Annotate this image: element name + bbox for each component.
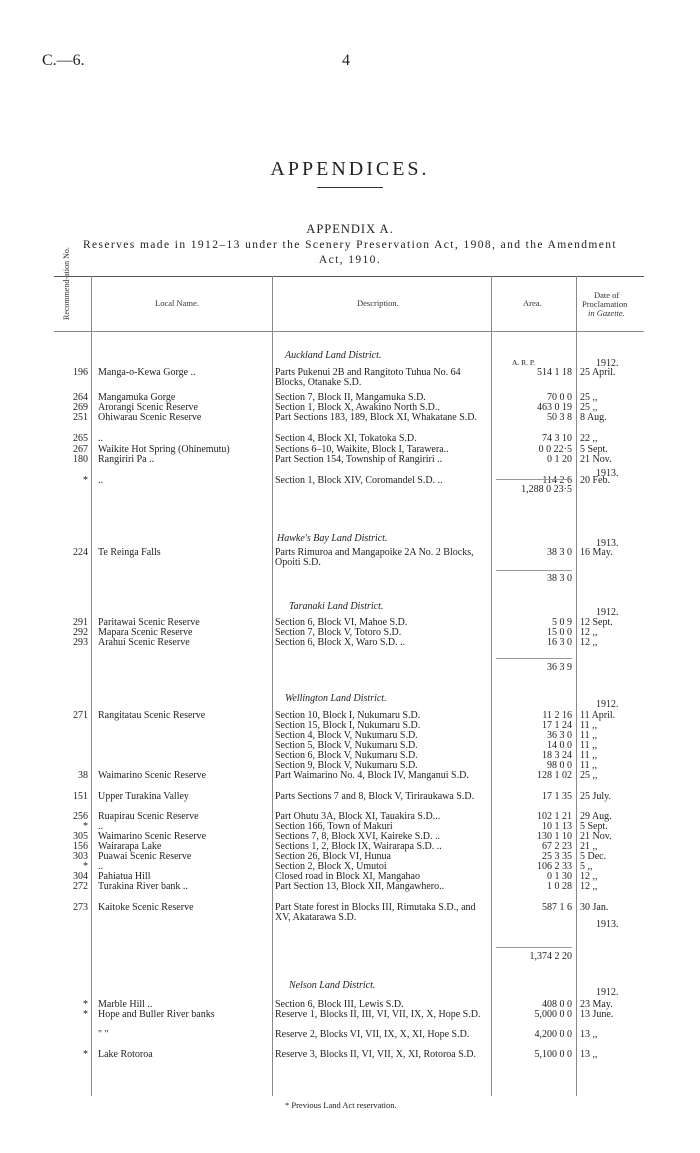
area-value: 408 0 0: [542, 999, 572, 1010]
area-value: 50 3 8: [547, 412, 572, 423]
proclamation-date: 30 Jan.: [580, 902, 609, 913]
col-header-rec: Recommend-ation No.: [62, 247, 71, 320]
area-value: 5,000 0 0: [534, 1009, 572, 1020]
proclamation-date: 5 Dec.: [580, 851, 607, 862]
appendix-heading: APPENDIX A.: [306, 222, 394, 236]
col-header-area: Area.: [523, 298, 542, 308]
local-name: [98, 731, 248, 741]
local-name: Upper Turakina Valley: [98, 792, 189, 802]
description: Section 9, Block V, Nukumaru S.D.: [275, 760, 418, 771]
col-divider-4: [576, 276, 577, 1096]
proclamation-date: 11 ,,: [580, 720, 598, 731]
description: Section 2, Block X, Umutoi: [275, 861, 387, 872]
local-name: ..: [98, 434, 103, 444]
district-wellington: Wellington Land District.: [285, 693, 387, 704]
page-title: APPENDICES.: [270, 158, 430, 180]
proclamation-date: 25 July.: [580, 791, 612, 802]
local-name: Puawai Scenic Reserve: [98, 852, 192, 862]
local-name: Waimarino Scenic Reserve: [98, 832, 207, 842]
area-value: 74 3 10: [542, 433, 572, 444]
proclamation-date: 13 ,,: [580, 1029, 598, 1040]
proclamation-date: 20 Feb.: [580, 475, 610, 486]
recommendation-number: *: [83, 821, 88, 832]
area-value: 5 0 9: [552, 617, 572, 628]
description: Parts Rimuroa and Mangapoike 2A No. 2 Blocks, Opoiti S.D.: [275, 547, 474, 568]
proclamation-date: 13 June.: [580, 1009, 614, 1020]
description: Section 6, Block III, Lewis S.D.: [275, 999, 404, 1010]
recommendation-number: [54, 751, 88, 761]
recommendation-number: 224: [73, 547, 88, 558]
year-label: 1913.: [596, 919, 619, 930]
local-name: Arorangi Scenic Reserve: [98, 403, 198, 413]
description: Section 15, Block I, Nukumaru S.D.: [275, 720, 421, 731]
area-value: 17 1 35: [542, 791, 572, 802]
local-name: ..: [98, 476, 103, 486]
recommendation-number: 156: [73, 841, 88, 852]
proclamation-date: 21 ,,: [580, 841, 598, 852]
proclamation-date: 23 May.: [580, 999, 613, 1010]
recommendation-number: *: [83, 999, 88, 1010]
total-hawkes-bay: 38 3 0: [547, 573, 572, 584]
local-name: ..: [98, 822, 103, 832]
local-name: Te Reinga Falls: [98, 548, 161, 558]
area-value: 67 2 23: [542, 841, 572, 852]
recommendation-number: 293: [73, 637, 88, 648]
local-name: [98, 761, 248, 771]
local-name: Kaitoke Scenic Reserve: [98, 903, 194, 913]
col-divider-2: [272, 276, 273, 1096]
proclamation-date: 22 ,,: [580, 433, 598, 444]
area-value: 10 1 13: [542, 821, 572, 832]
description: Section 7, Block II, Mangamuka S.D.: [275, 392, 426, 403]
recommendation-number: [54, 1030, 88, 1040]
description: Section 7, Block V, Totoro S.D.: [275, 627, 402, 638]
local-name: Waimarino Scenic Reserve: [98, 771, 207, 781]
proclamation-date: 11 April.: [580, 710, 616, 721]
recommendation-number: [54, 741, 88, 751]
area-value: 102 1 21: [537, 811, 572, 822]
proclamation-date: 11 ,,: [580, 750, 598, 761]
proclamation-date: 11 ,,: [580, 740, 598, 751]
proclamation-date: 11 ,,: [580, 760, 598, 771]
local-name: Hope and Buller River banks: [98, 1010, 215, 1020]
description: Part Section 154, Township of Rangiriri ..: [275, 454, 443, 465]
recommendation-number: 269: [73, 402, 88, 413]
description: Section 6, Block V, Nukumaru S.D.: [275, 750, 418, 761]
total-wellington: 1,374 2 20: [529, 951, 572, 962]
proclamation-date: 25 ,,: [580, 770, 598, 781]
year-label: 1912.: [596, 699, 619, 710]
proclamation-date: 12 ,,: [580, 881, 598, 892]
description: Sections 6–10, Waikite, Block I, Tarawera..: [275, 444, 449, 455]
area-value: 130 1 10: [537, 831, 572, 842]
col-divider-1: [91, 276, 92, 1096]
recommendation-number: 304: [73, 871, 88, 882]
description: Section 26, Block VI, Hunua: [275, 851, 391, 862]
description: Section 4, Block XI, Tokatoka S.D.: [275, 433, 417, 444]
area-value: 514 1 18: [537, 367, 572, 378]
area-value: 15 0 0: [547, 627, 572, 638]
description: Parts Sections 7 and 8, Block V, Tiriraukawa S.D.: [275, 791, 475, 802]
proclamation-date: 13 ,,: [580, 1049, 598, 1060]
area-value: 18 3 24: [542, 750, 572, 761]
description: Part Section 13, Block XII, Mangawhero..: [275, 881, 445, 892]
district-hawkes-bay: Hawke's Bay Land District.: [277, 533, 388, 544]
area-value: 1 0 28: [547, 881, 572, 892]
footnote: * Previous Land Act reservation.: [285, 1100, 397, 1110]
total-rule: [496, 947, 572, 948]
area-value: 70 0 0: [547, 392, 572, 403]
col-header-date3: in Gazette.: [588, 308, 625, 318]
description: Section 5, Block V, Nukumaru S.D.: [275, 740, 418, 751]
recommendation-number: 273: [73, 902, 88, 913]
year-label: 1913.: [596, 538, 619, 549]
proclamation-date: 12 ,,: [580, 871, 598, 882]
local-name: Ohiwarau Scenic Reserve: [98, 413, 202, 423]
recommendation-number: 292: [73, 627, 88, 638]
local-name: Turakina River bank ..: [98, 882, 188, 892]
proclamation-date: 5 ,,: [580, 861, 593, 872]
document-reference: C.—6.: [42, 52, 85, 69]
description: Reserve 1, Blocks II, III, VI, VII, IX, X, Hope S.D.: [275, 1009, 481, 1020]
total-rule: [496, 658, 572, 659]
proclamation-date: 21 Nov.: [580, 831, 612, 842]
proclamation-date: 29 Aug.: [580, 811, 612, 822]
local-name: Lake Rotoroa: [98, 1050, 153, 1060]
description: Part Waimarino No. 4, Block IV, Manganui S.D.: [275, 770, 469, 781]
recommendation-number: 38: [78, 770, 88, 781]
recommendation-number: *: [83, 1009, 88, 1020]
year-label: 1912.: [596, 358, 619, 369]
description: Section 4, Block V, Nukumaru S.D.: [275, 730, 418, 741]
local-name: Pahiatua Hill: [98, 872, 151, 882]
proclamation-date: 8 Aug.: [580, 412, 607, 423]
recommendation-number: 251: [73, 412, 88, 423]
total-taranaki: 36 3 9: [547, 662, 572, 673]
page-number: 4: [342, 52, 350, 69]
local-name: Mangamuka Gorge: [98, 393, 176, 403]
description: Sections 1, 2, Block IX, Wairarapa S.D. ..: [275, 841, 442, 852]
total-rule: [496, 479, 572, 480]
total-auckland: 1,288 0 23·5: [521, 484, 572, 495]
recommendation-number: 196: [73, 367, 88, 378]
local-name: Wairarapa Lake: [98, 842, 162, 852]
local-name: ..: [98, 862, 103, 872]
area-value: 36 3 0: [547, 730, 572, 741]
header-bottom-rule: [54, 331, 644, 332]
proclamation-date: 25 ,,: [580, 392, 598, 403]
proclamation-date: 11 ,,: [580, 730, 598, 741]
area-value: 98 0 0: [547, 760, 572, 771]
proclamation-date: 16 May.: [580, 547, 613, 558]
description: Parts Pukenui 2B and Rangitoto Tuhua No. 64 Blocks, Otanake S.D.: [275, 367, 461, 388]
recommendation-number: 272: [73, 881, 88, 892]
recommendation-number: 303: [73, 851, 88, 862]
col-header-date2: Proclamation: [582, 299, 628, 309]
description: Section 1, Block XIV, Coromandel S.D. ..: [275, 475, 443, 486]
area-units: A. R. P.: [512, 358, 536, 367]
recommendation-number: 265: [73, 433, 88, 444]
area-value: 14 0 0: [547, 740, 572, 751]
col-divider-3: [491, 276, 492, 1096]
recommendation-number: 267: [73, 444, 88, 455]
description: Closed road in Block XI, Mangahao: [275, 871, 420, 882]
area-value: 114 2 6: [542, 475, 572, 486]
area-value: 463 0 19: [537, 402, 572, 413]
area-value: 25 3 35: [542, 851, 572, 862]
total-rule: [496, 570, 572, 571]
area-value: 38 3 0: [547, 547, 572, 558]
recommendation-number: 256: [73, 811, 88, 822]
recommendation-number: *: [83, 1049, 88, 1060]
area-value: 5,100 0 0: [534, 1049, 572, 1060]
description: Sections 7, 8, Block XVI, Kaireke S.D. ..: [275, 831, 440, 842]
area-value: 4,200 0 0: [534, 1029, 572, 1040]
district-auckland: Auckland Land District.: [285, 350, 382, 361]
local-name: [98, 741, 248, 751]
local-name: Arahui Scenic Reserve: [98, 638, 190, 648]
recommendation-number: 151: [73, 791, 88, 802]
local-name: Marble Hill ..: [98, 1000, 153, 1010]
year-label: 1913.: [596, 468, 619, 479]
area-value: 0 0 22·5: [538, 444, 572, 455]
col-header-date1: Date of: [594, 290, 620, 300]
local-name: " ": [98, 1030, 109, 1040]
year-label: 1912.: [596, 987, 619, 998]
local-name: Mapara Scenic Reserve: [98, 628, 193, 638]
area-value: 0 1 30: [547, 871, 572, 882]
description: Section 1, Block X, Awakino North S.D..: [275, 402, 440, 413]
description: Reserve 2, Blocks VI, VII, IX, X, XI, Hope S.D.: [275, 1029, 470, 1040]
proclamation-date: 12 Sept.: [580, 617, 613, 628]
title-rule: [317, 187, 383, 188]
local-name: [98, 721, 248, 731]
recommendation-number: *: [83, 475, 88, 486]
recommendation-number: 264: [73, 392, 88, 403]
proclamation-date: 12 ,,: [580, 627, 598, 638]
local-name: Manga-o-Kewa Gorge ..: [98, 368, 196, 378]
district-nelson: Nelson Land District.: [289, 980, 376, 991]
proclamation-date: 25 ,,: [580, 402, 598, 413]
description: Part Ohutu 3A, Block XI, Tauakira S.D...: [275, 811, 441, 822]
proclamation-date: 12 ,,: [580, 637, 598, 648]
area-value: 106 2 33: [537, 861, 572, 872]
table-caption-line2: Act, 1910.: [318, 254, 382, 266]
description: Section 166, Town of Makuri: [275, 821, 393, 832]
area-value: 11 2 16: [542, 710, 572, 721]
recommendation-number: *: [83, 861, 88, 872]
table-top-rule: [54, 276, 644, 277]
year-label: 1912.: [596, 607, 619, 618]
description: Reserve 3, Blocks II, VI, VII, X, XI, Rotoroa S.D.: [275, 1049, 476, 1060]
district-taranaki: Taranaki Land District.: [289, 601, 384, 612]
local-name: Rangiriri Pa ..: [98, 455, 155, 465]
col-header-name: Local Name.: [155, 298, 199, 308]
recommendation-number: 271: [73, 710, 88, 721]
local-name: Rangitatau Scenic Reserve: [98, 711, 206, 721]
recommendation-number: 180: [73, 454, 88, 465]
recommendation-number: [54, 731, 88, 741]
recommendation-number: [54, 721, 88, 731]
area-value: 128 1 02: [537, 770, 572, 781]
proclamation-date: 25 April.: [580, 367, 616, 378]
area-value: 587 1 6: [542, 902, 572, 913]
description: Part Sections 183, 189, Block XI, Whakatane S.D.: [275, 412, 478, 423]
local-name: Waikite Hot Spring (Ohinemutu): [98, 445, 230, 455]
area-value: 17 1 24: [542, 720, 572, 731]
local-name: Ruapirau Scenic Reserve: [98, 812, 199, 822]
table-caption-line1: Reserves made in 1912–13 under the Scenery Preservation Act, 1908, and the Amendment: [82, 239, 618, 251]
col-header-desc: Description.: [357, 298, 399, 308]
proclamation-date: 5 Sept.: [580, 821, 608, 832]
local-name: [98, 751, 248, 761]
description: Section 6, Block X, Waro S.D. ..: [275, 637, 406, 648]
description: Section 10, Block I, Nukumaru S.D.: [275, 710, 421, 721]
description: Section 6, Block VI, Mahoe S.D.: [275, 617, 408, 628]
proclamation-date: 5 Sept.: [580, 444, 608, 455]
description: Part State forest in Blocks III, Rimutaka S.D., and XV, Akatarawa S.D.: [275, 902, 476, 923]
area-value: 16 3 0: [547, 637, 572, 648]
local-name: Paritawai Scenic Reserve: [98, 618, 200, 628]
area-value: 0 1 20: [547, 454, 572, 465]
proclamation-date: 21 Nov.: [580, 454, 612, 465]
recommendation-number: 291: [73, 617, 88, 628]
recommendation-number: 305: [73, 831, 88, 842]
